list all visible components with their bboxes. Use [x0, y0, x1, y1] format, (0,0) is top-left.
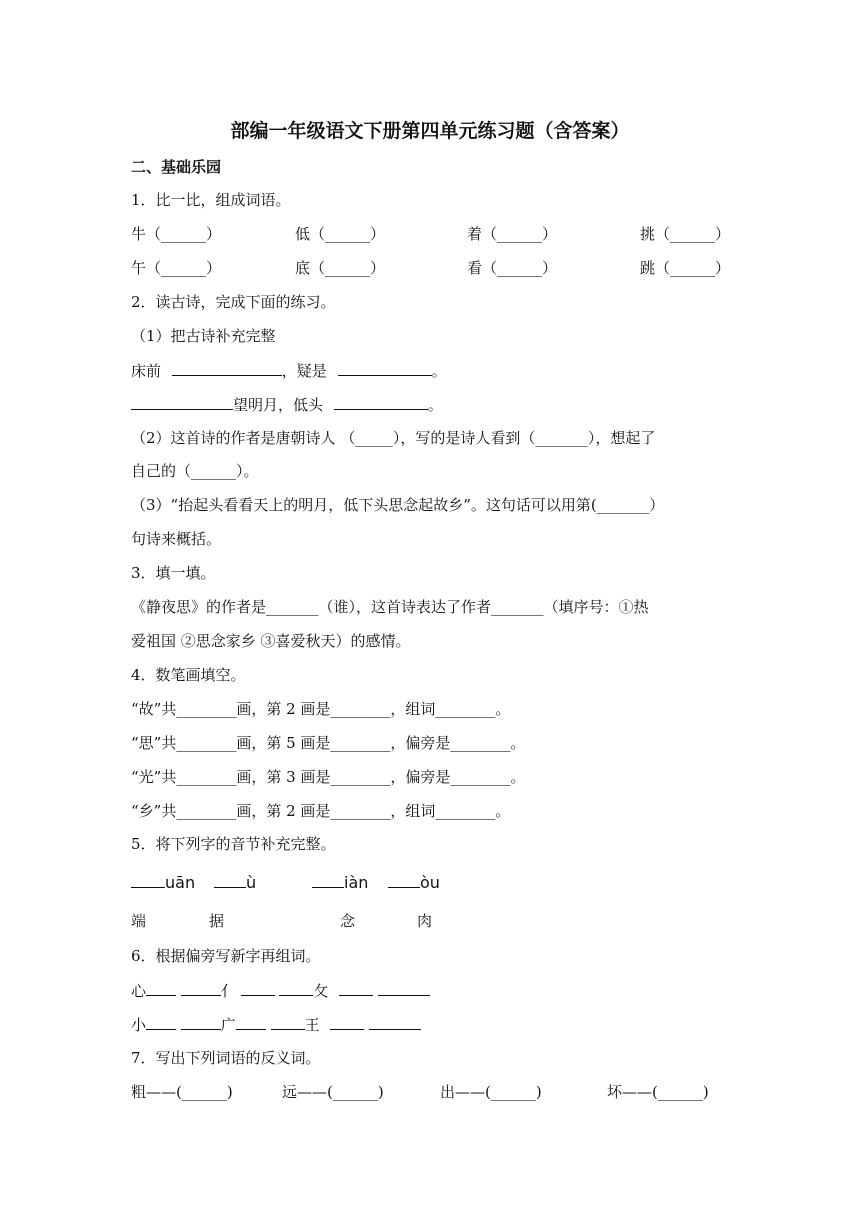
q2-l1b: ，疑是	[281, 362, 327, 380]
q5-pinyin-1: uān	[131, 872, 195, 893]
q1-r1-c3: 着（______）	[467, 225, 558, 243]
q5-pinyin-3: iàn	[312, 872, 368, 893]
q1-r1-c1: 牛（______）	[131, 225, 222, 243]
q4-line2: “思”共________画，第 5 画是________，偏旁是________。	[131, 734, 526, 752]
q2-l2b: 。	[427, 396, 443, 414]
blank[interactable]	[181, 980, 221, 996]
blank[interactable]	[339, 980, 373, 996]
q2-l1a: 床前	[131, 362, 162, 380]
q2-part3-line2: 句诗来概括。	[131, 530, 222, 548]
q2-part2-line1: （2）这首诗的作者是唐朝诗人 （_____），写的是诗人看到（_______），想起了	[131, 429, 656, 447]
blank[interactable]	[131, 394, 233, 410]
q7-stem: 7．写出下列词语的反义词。	[131, 1049, 321, 1067]
q2-poem-line1	[131, 360, 447, 381]
q2-poem-line2	[131, 394, 443, 415]
q6-row1	[131, 980, 430, 1001]
q1-r1-c2: 低（______）	[295, 225, 386, 243]
blank[interactable]	[131, 872, 165, 888]
blank[interactable]	[369, 1014, 421, 1030]
q1-r2-c3: 看（______）	[467, 259, 558, 277]
q5-pinyin-4: òu	[388, 872, 440, 893]
q5-char-3: 念	[340, 912, 356, 930]
q1-r2-c4: 跳（______）	[640, 259, 731, 277]
q5-char-2: 据	[209, 912, 225, 930]
blank[interactable]	[330, 1014, 364, 1030]
radical: 王	[304, 1016, 320, 1034]
blank[interactable]	[172, 360, 282, 376]
blank[interactable]	[388, 872, 420, 888]
q4-line1: “故”共________画，第 2 画是________，组词________。	[131, 700, 511, 718]
blank[interactable]	[181, 1014, 221, 1030]
q4-line3: “光”共________画，第 3 画是________，偏旁是________。	[131, 768, 526, 786]
q1-r1-c4: 挑（______）	[640, 225, 731, 243]
q7-item-1: 粗——(______)	[131, 1083, 233, 1101]
blank[interactable]	[146, 1014, 176, 1030]
radical: 广	[220, 1016, 236, 1034]
q7-item-3: 出——(______)	[440, 1083, 542, 1101]
blank[interactable]	[271, 1014, 305, 1030]
q2-part1: （1）把古诗补充完整	[131, 327, 276, 345]
blank[interactable]	[279, 980, 313, 996]
blank[interactable]	[378, 980, 430, 996]
q5-char-4: 肉	[417, 912, 433, 930]
radical: 小	[131, 1016, 147, 1034]
q1-r2-c2: 底（______）	[295, 259, 386, 277]
q1-stem: 1．比一比，组成词语。	[131, 191, 291, 209]
blank[interactable]	[146, 980, 176, 996]
q4-stem: 4．数笔画填空。	[131, 666, 246, 684]
q2-l2a: 望明月，低头	[233, 396, 324, 414]
q5-stem: 5．将下列字的音节补充完整。	[131, 835, 336, 853]
q6-row2	[131, 1014, 421, 1035]
q7-item-2: 远——(______)	[282, 1083, 384, 1101]
q5-pinyin-2: ù	[214, 872, 256, 893]
page-title: 部编一年级语文下册第四单元练习题（含答案）	[230, 120, 630, 142]
section-heading: 二、基础乐园	[131, 158, 222, 176]
blank[interactable]	[334, 394, 428, 410]
radical: 亻	[220, 982, 236, 1000]
q4-line4: “乡”共________画，第 2 画是________，组词________。	[131, 802, 511, 820]
q2-part3-line1: （3）“抬起头看看天上的明月，低下头思念起故乡”。这句话可以用第(_______）	[131, 496, 665, 514]
blank[interactable]	[312, 872, 344, 888]
q3-line2: 爱祖国 ②思念家乡 ③喜爱秋天）的感情。	[131, 632, 411, 650]
q2-stem: 2．读古诗，完成下面的练习。	[131, 293, 336, 311]
q7-item-4: 坏——(______)	[607, 1083, 709, 1101]
q6-stem: 6．根据偏旁写新字再组词。	[131, 947, 321, 965]
radical: 心	[131, 982, 147, 1000]
blank[interactable]	[214, 872, 246, 888]
q3-stem: 3．填一填。	[131, 564, 216, 582]
q1-r2-c1: 午（______）	[131, 259, 222, 277]
blank[interactable]	[236, 1014, 266, 1030]
blank[interactable]	[241, 980, 275, 996]
q2-part2-line2: 自己的（______）。	[131, 462, 259, 480]
radical: 攵	[313, 982, 329, 1000]
q5-char-1: 端	[131, 912, 147, 930]
q3-line1: 《静夜思》的作者是_______（谁），这首诗表达了作者_______（填序号：①热	[131, 598, 649, 616]
q2-l1c: 。	[431, 362, 447, 380]
blank[interactable]	[338, 360, 432, 376]
